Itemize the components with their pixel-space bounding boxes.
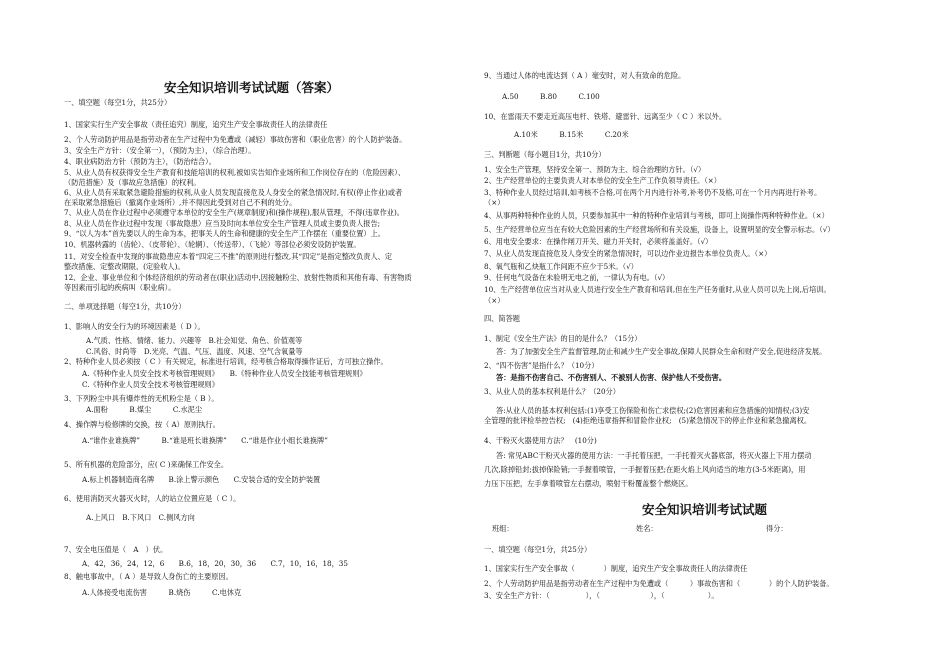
text-line: 1、制定《安全生产法》的目的是什么？（15分）: [484, 334, 642, 343]
text-line: 等因素而引起的疾病叫（职业病）。: [64, 283, 176, 292]
text-line: A．42，36，24，12，6 B.6，18，20，30，36 C.7，10，16，18，35: [82, 559, 348, 568]
text-line: A.人体接受电流伤害 B.烧伤 C.电休克: [82, 588, 242, 597]
text-line: 9、“以人为本”首先要以人的生命为本，把事关人的生命和健康的安全生产工作摆在（重要位置）上。: [64, 229, 385, 238]
text-line: 整改措施、定整改期限、(定验收人)。: [64, 262, 185, 271]
text-line: 2、特种作业人员必须按（ C ）有关规定，标准进行培训，经考核合格取得操作证后，方可独立操作。: [64, 357, 388, 366]
text-line: 7、从业人员在作业过程中必须遵守本单位的安全生产(规章制度)和(操作规程),服从管理，不得(违章作业)。: [64, 208, 404, 217]
text-line: 答: 常见ABC干粉灭火器的使用方法：一手托着压把，一手托着灭火器底部，将灭火器上下用力摆动: [496, 451, 812, 460]
text-line: 1、国家实行生产安全事故（责任追究）制度，追究生产安全事故责任人的法律责任: [64, 120, 328, 129]
text-line: 3、安全生产方针：（安全第一），（预防为主），（综合治理）。: [64, 146, 256, 155]
blank-exam-title: 安全知识培训考试试题: [642, 502, 768, 517]
text-line: 6、使用消防灭火器灭火时，人的站立位置应是（ C ）。: [64, 494, 241, 503]
text-line: 2、个人劳动防护用品是指劳动者在生产过程中为免遭或（ ）事故伤害和（ ）的个人防护装备。: [484, 579, 834, 588]
text-line: 一、填空题（每空1分，共25分）: [64, 98, 172, 107]
answer-sheet-title: 安全知识培训考试试题（答案）: [164, 80, 340, 95]
text-line: 在采取紧急措施后（撤离作业场所）,并不得因此受到对自己不利的处分。: [64, 198, 297, 207]
text-line: 5、生产经营单位应当在有较大危险因素的生产经营场所和有关设施，设备上，设置明显的安全警示标志。（√）: [484, 225, 835, 234]
text-line: A.气质、性格、情绪、能力、兴趣等 B.社会知觉、角色、价值观等: [86, 336, 303, 345]
text-line: 5、从业人员有权获得安全生产教育和技能培训的权利,被如实告知作业场所和工作岗位存在的（危险因素）、: [64, 168, 406, 177]
text-line: 10、在雷雨天不要走近高压电杆、铁塔、避雷针、远离至少（ C ）米以外。: [484, 112, 727, 121]
text-line: 6、用电安全要求：在操作闸刀开关、磁力开关时，必须将盖盖好。（√）: [484, 237, 713, 246]
text-line: 4、从事两种特种作业的人员，只要参加其中一种的特种作业培训与考核，即可上岗操作两种特种作业。（×）: [484, 211, 829, 220]
text-line: 12、企业、事业单位和个体经济组织的劳动者在(职业)活动中,因接触粉尘、放射性物质和其他有毒、有害物质: [64, 273, 412, 282]
text-line: 1、国家实行生产安全事故（ ）制度，追究生产安全事故责任人的法律责任: [484, 564, 748, 573]
text-line: C.风俗、时尚等 D.光亮、气温、气压、温度、风速、空气含氧量等: [86, 347, 303, 356]
class-label: 班组：: [492, 524, 514, 533]
text-line: 7、安全电压值是（ A ）伏。: [64, 545, 168, 554]
text-line: 答：为了加强安全生产监督管理,防止和减少生产安全事故,保障人民群众生命和财产安全,促进经济发展。: [496, 347, 827, 356]
text-line: 2、生产经营单位的主要负责人对本单位的安全生产工作负领导责任。（×）: [484, 176, 721, 185]
text-line: 10、生产经营单位应当对从业人员进行安全生产教育和培训,但在生产任务重时,从业人员可以先上岗,后培训。: [484, 285, 831, 294]
text-line: 4、操作牌与检修牌的交换，按（ A）原则执行。: [64, 420, 220, 429]
text-line: 力压下压把，左手拿着喷管左右摆动，喷射干粉覆盖整个燃烧区。: [484, 479, 693, 488]
text-line: 4、干粉灭火器使用方法？ (10分): [484, 436, 597, 445]
text-line: 8、从业人员在作业过程中发现（事故隐患）应当及时向本单位安全生产管理人员或主要负责人报告;: [64, 219, 381, 228]
text-line: 几次,除掉铅封;拔掉保险销;一手握着喷管，一手握着压把;在距火焰上风向适当的地方(3-5米距离)，用: [484, 465, 806, 474]
score-label: 得分：: [766, 524, 788, 533]
text-line: A.上风口 B.下风口 C.侧风方向: [86, 513, 195, 522]
text-line: 1、影响人的安全行为的环境因素是（ D ）。: [64, 322, 205, 331]
text-line: 3、安全生产方针：（ ），（ ），（ ）。: [484, 591, 719, 600]
text-line: 三、判断题（每小题目1分，共10分）: [484, 150, 606, 159]
text-line: A.10米 B.15米 C.20米: [514, 130, 629, 139]
text-line: 11、对安全检查中发现的事故隐患应本着“四定三不推”的原则进行整改,其“四定”是指定整改负责人、定: [64, 252, 393, 261]
name-label: 姓名：: [636, 524, 658, 533]
text-line: A.面粉 B.煤尘 C.水泥尘: [86, 405, 203, 414]
text-line: 1、安全生产管理，坚持安全第一、预防为主、综合治理的方针。（√）: [484, 165, 706, 174]
text-line: 3、从业人员的基本权利是什么？（20分）: [484, 387, 620, 396]
text-line: 2、“四不伤害”是指什么？（10分）: [484, 361, 599, 370]
text-line: A.标上机器制造商名牌 B.涂上警示颜色 C.安装合适的安全防护装置: [82, 475, 321, 484]
text-line: 5、所有机器的危险部分，应( C )来确保工作安全。: [64, 460, 229, 469]
text-line: 2、个人劳动防护用品是指劳动者在生产过程中为免遭或（减轻）事故伤害和（职业危害）的个人防护装备。: [64, 135, 407, 144]
text-line: A.50 B.80 C.100: [502, 92, 600, 101]
text-line: 答:从业人员的基本权利包括:(1)享受工伤保险和伤亡求偿权;(2)危害因素和应急措施的知情权;(3)安: [496, 406, 810, 415]
text-line: 3、特种作业人员经过培训,如考核不合格,可在两个月内进行补考,补考仍不及格,可在一个月内再进行补考。: [484, 188, 822, 197]
text-line: （防范措施）及（事故应急措施）的权利。: [64, 178, 201, 187]
text-line: 8、触电事故中，（ A ）是导致人身伤亡的主要原因。: [64, 572, 233, 581]
text-line: 4、职业病防治方针（预防为主），（防治结合）。: [64, 157, 216, 166]
text-line: 7、从业人员发现直接危及人身安全的紧急情况时，可以边作业边报告本单位负责人。（×）: [484, 249, 772, 258]
text-line: 6、从业人员有采取紧急避险措施的权利,从业人员发现直接危及人身安全的紧急情况时,有权(停止作业)或者: [64, 188, 403, 197]
text-line: 全管理的批评检举控告权; (4)拒绝违章指挥和冒险作业权; (5)紧急情况下的停止作业和紧急撤离权。: [484, 416, 812, 425]
text-line: 四、简答题: [484, 314, 520, 323]
text-line: 10、机器转露的（齿轮）、（皮带轮）、（轮辋）、（传送带）、（飞轮）等部位必须安设防护装置。: [64, 240, 361, 249]
text-line: 答：是指不伤害自己、不伤害别人、不被别人伤害、保护他人不受伤害。: [496, 373, 727, 382]
text-line: 9、任何电气设备在未验明无电之前，一律认为有电。（√）: [484, 273, 670, 282]
text-line: 9、当通过人体的电流达到（ A ）毫安时，对人有致命的危险。: [484, 71, 686, 80]
text-line: 一、填空题（每空1分，共25分）: [484, 545, 592, 554]
text-line: 二、单项选择题（每空1分，共10分）: [64, 302, 186, 311]
text-line: 3、下列粉尘中具有爆炸性的无机粉尘是（ B ）。: [64, 394, 219, 403]
text-line: （×）: [484, 198, 505, 207]
text-line: A.“谁作业谁换牌” B.“谁是班长谁换牌” C.“谁是作业小组长谁换牌”: [82, 436, 328, 445]
text-line: （×）: [484, 296, 505, 305]
text-line: 8、氧气瓶和乙炔瓶工作间距不应少于5米。（√）: [484, 262, 638, 271]
text-line: A.《特种作业人员安全技术考核管理规则》 B.《特种作业人员安全技能考核管理规则》: [82, 369, 367, 378]
text-line: C.《特种作业人员安全技术考核管理规则》: [82, 380, 219, 389]
